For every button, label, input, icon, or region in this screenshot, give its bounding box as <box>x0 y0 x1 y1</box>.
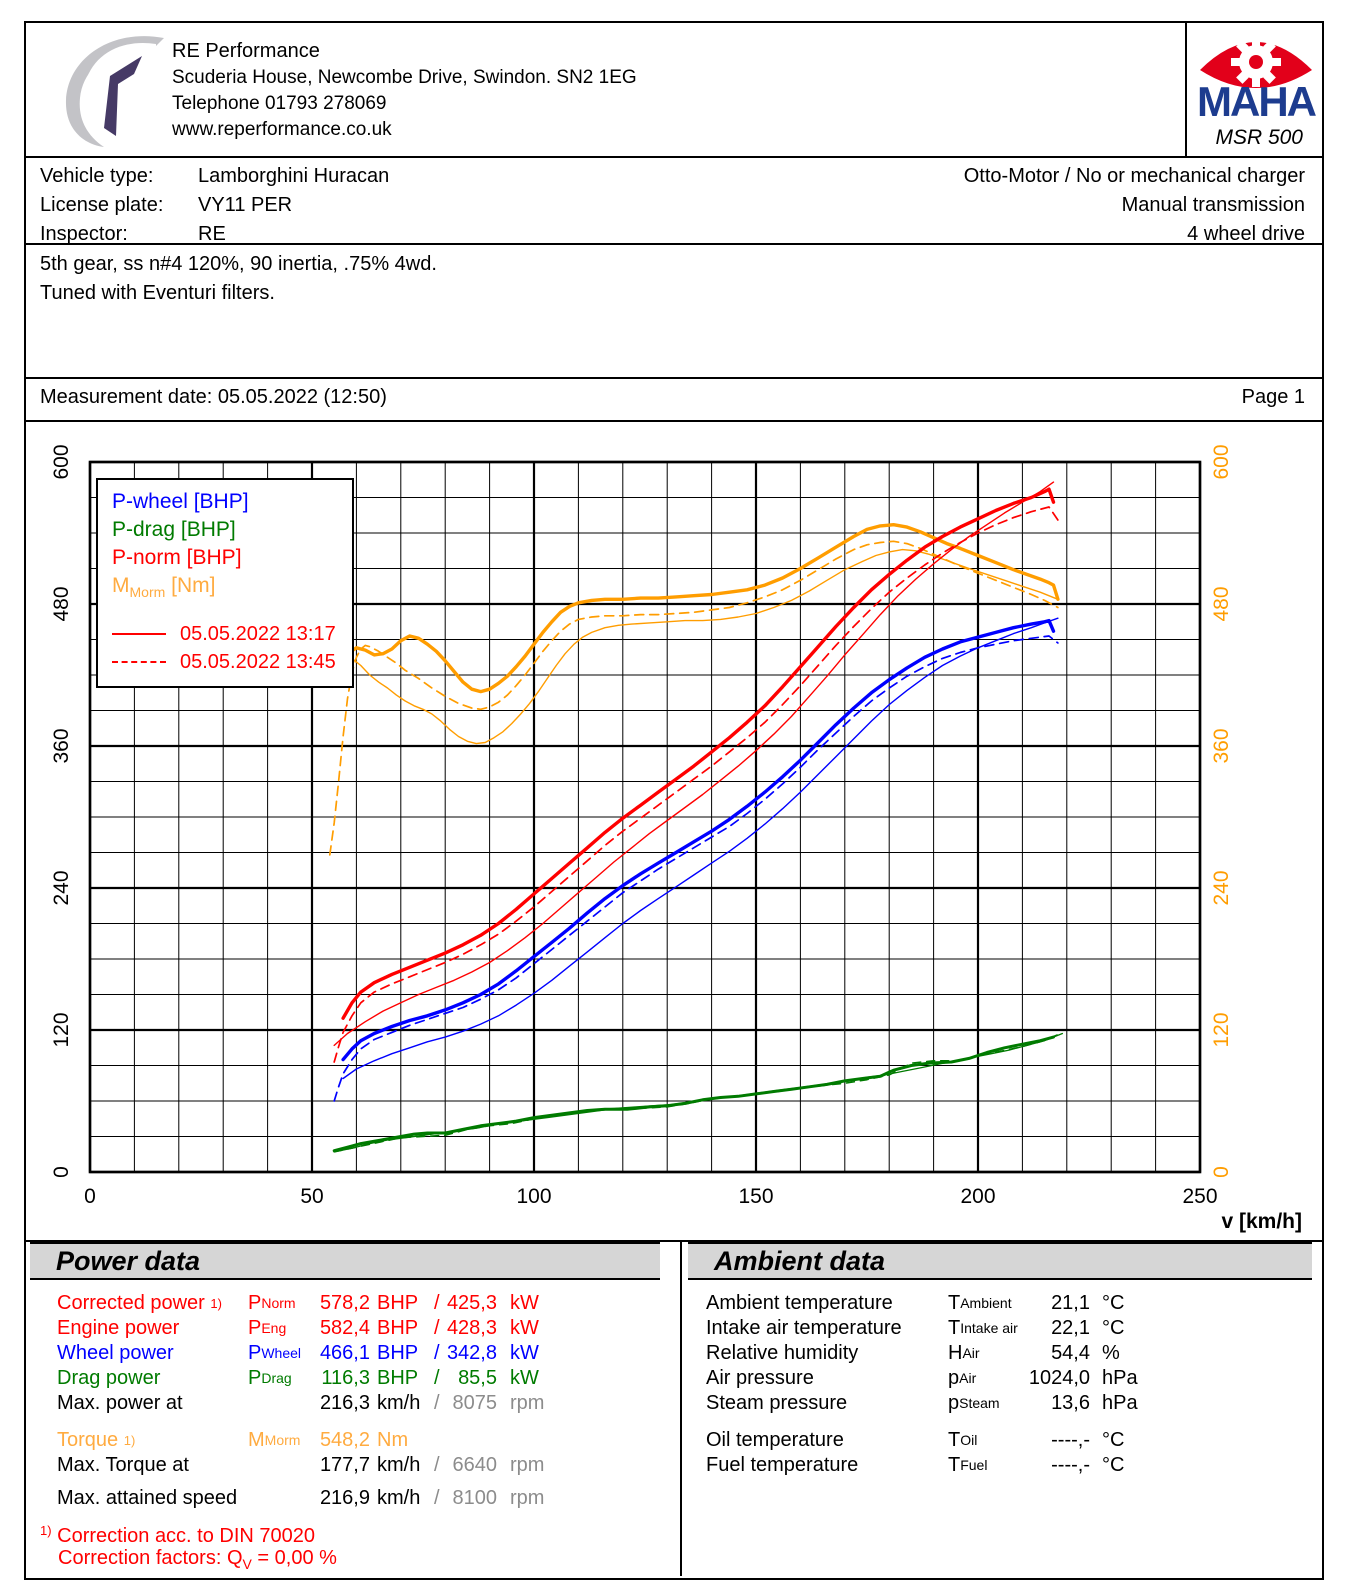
power-row-value2: 8075 <box>452 1392 497 1414</box>
power-row-unit1: km/h <box>377 1487 421 1509</box>
company-name: RE Performance <box>172 40 320 62</box>
y-axis-label-right: 360 <box>1210 728 1233 764</box>
ambient-row-relative-humidity <box>680 1341 1320 1366</box>
ambient-row-symbol: p Steam <box>948 1392 1000 1414</box>
footnote-qv-pre: Correction factors: Q <box>58 1547 243 1569</box>
legend-run-label: 05.05.2022 13:17 <box>180 623 336 645</box>
power-row-label: Torque 1) <box>57 1429 136 1451</box>
y-axis-label-right: 0 <box>1210 1166 1233 1178</box>
power-row-unit1: BHP <box>377 1342 419 1364</box>
power-row-engine-power <box>40 1316 680 1341</box>
ambient-data-title: Ambient data <box>714 1246 886 1276</box>
ambient-row-value: 22,1 <box>1051 1317 1090 1339</box>
x-axis-label: 50 <box>300 1185 324 1208</box>
ambient-row-value: 1024,0 <box>1028 1367 1090 1389</box>
power-row-unit1: BHP <box>377 1292 419 1314</box>
maha-wordmark: MAHA <box>1197 78 1315 124</box>
engine-type: Otto-Motor / No or mechanical charger <box>963 165 1305 187</box>
ambient-row-value: 54,4 <box>1051 1342 1090 1364</box>
license-plate-label: License plate: <box>40 194 164 216</box>
legend-entry-2: P-norm [BHP] <box>112 546 242 569</box>
power-row-label: Drag power <box>57 1367 161 1389</box>
power-row-label: Max. power at <box>57 1392 183 1414</box>
measurement-date: Measurement date: 05.05.2022 (12:50) <box>40 386 387 408</box>
power-row-symbol: P Wheel <box>248 1342 302 1364</box>
power-row-label: Max. Torque at <box>57 1454 189 1476</box>
license-plate-value: VY11 PER <box>198 194 293 216</box>
power-row-value1: 578,2 <box>319 1292 370 1314</box>
series-m-morm-13-45-dashed <box>330 541 1058 855</box>
transmission-type: Manual transmission <box>1121 194 1305 216</box>
ambient-row-oil-temperature <box>680 1428 1320 1453</box>
power-row-label: Corrected power 1) <box>57 1292 222 1314</box>
ambient-row-label: Steam pressure <box>706 1392 848 1414</box>
ambient-row-label: Fuel temperature <box>706 1454 859 1476</box>
chart-legend <box>96 478 354 688</box>
power-row-value1: 548,2 <box>319 1429 370 1451</box>
power-row-max-power-at <box>40 1391 680 1416</box>
company-telephone: Telephone 01793 278069 <box>172 93 387 114</box>
x-axis-label: 100 <box>516 1185 552 1208</box>
company-website: www.reperformance.co.uk <box>172 119 392 140</box>
power-row-slash: / <box>434 1487 440 1509</box>
power-row-wheel-power <box>40 1341 680 1366</box>
y-axis-label-left: 360 <box>50 728 73 764</box>
ambient-row-unit: °C <box>1102 1292 1125 1314</box>
y-axis-label-left: 120 <box>50 1012 73 1048</box>
series-p-norm-13-17-thin <box>334 482 1053 1045</box>
power-row-value2: 428,3 <box>446 1317 497 1339</box>
series-p-wheel-13-17-main <box>343 621 1053 1060</box>
ambient-row-symbol: T Ambient <box>948 1292 1012 1314</box>
power-row-symbol: P Norm <box>248 1292 296 1314</box>
page-number: Page 1 <box>1241 386 1305 408</box>
power-row-label: Engine power <box>57 1317 180 1339</box>
power-row-symbol: M Morm <box>248 1429 301 1451</box>
ambient-row-fuel-temperature <box>680 1453 1320 1478</box>
power-row-value1: 116,3 <box>321 1367 370 1389</box>
company-address: Scuderia House, Newcombe Drive, Swindon. SN2 1EG <box>172 67 637 88</box>
footnote-sup: 1) <box>40 1523 52 1538</box>
power-row-unit2: kW <box>510 1317 539 1339</box>
legend-run-label: 05.05.2022 13:45 <box>180 651 336 673</box>
power-row-corrected-power <box>40 1291 680 1316</box>
legend-entry-3: $M_{Morm}$ [Nm] <box>112 574 216 600</box>
power-row-value1: 582,4 <box>319 1317 370 1339</box>
ambient-row-value: 21,1 <box>1051 1292 1090 1314</box>
x-axis-label: 250 <box>1182 1185 1218 1208</box>
footnote-qv-sub: V <box>242 1556 252 1572</box>
inspector-label: Inspector: <box>40 223 128 245</box>
power-row-slash: / <box>434 1367 440 1389</box>
ambient-row-label: Ambient temperature <box>706 1292 893 1314</box>
series-p-wheel-13-45-dashed <box>334 636 1058 1101</box>
ambient-row-symbol: T Oil <box>948 1429 978 1451</box>
note-line-1: 5th gear, ss n#4 120%, 90 inertia, .75% 4wd. <box>40 253 437 275</box>
power-row-slash: / <box>434 1292 440 1314</box>
power-row-max-attained-speed <box>40 1486 680 1511</box>
power-row-label: Wheel power <box>57 1342 174 1364</box>
y-axis-label-right: 120 <box>1210 1012 1233 1048</box>
legend-entry-0: P-wheel [BHP] <box>112 490 249 513</box>
inspector-value: RE <box>198 223 226 245</box>
power-row-value1: 177,7 <box>319 1454 370 1476</box>
ambient-row-label: Intake air temperature <box>706 1317 902 1339</box>
x-axis-label: 200 <box>960 1185 996 1208</box>
ambient-row-unit: % <box>1102 1342 1120 1364</box>
ambient-row-unit: hPa <box>1102 1367 1138 1389</box>
power-row-unit2: kW <box>510 1292 539 1314</box>
note-line-2: Tuned with Eventuri filters. <box>40 282 275 304</box>
power-row-unit1: km/h <box>377 1392 421 1414</box>
ambient-row-air-pressure <box>680 1366 1320 1391</box>
solid-line-sample <box>112 633 166 635</box>
y-axis-label-right: 240 <box>1210 870 1233 906</box>
ambient-row-label: Relative humidity <box>706 1342 859 1364</box>
power-row-max-torque-at <box>40 1453 680 1478</box>
ambient-row-value: 13,6 <box>1051 1392 1090 1414</box>
ambient-row-unit: hPa <box>1102 1392 1138 1414</box>
power-row-slash: / <box>434 1342 440 1364</box>
power-row-torque <box>40 1428 680 1453</box>
x-axis-label: 0 <box>84 1185 96 1208</box>
ambient-row-value: ----,- <box>1051 1429 1090 1451</box>
power-row-symbol: P Eng <box>248 1317 287 1339</box>
power-row-value2: 8100 <box>452 1487 497 1509</box>
power-row-unit2: kW <box>510 1367 539 1389</box>
power-row-unit1: km/h <box>377 1454 421 1476</box>
vehicle-type-label: Vehicle type: <box>40 165 154 187</box>
footnote-qv-post: = 0,00 % <box>251 1547 337 1569</box>
ambient-row-symbol: p Air <box>948 1367 977 1389</box>
vehicle-type-value: Lamborghini Huracan <box>198 165 390 187</box>
ambient-row-symbol: H Air <box>948 1342 980 1364</box>
power-row-unit1: BHP <box>377 1317 419 1339</box>
ambient-row-unit: °C <box>1102 1429 1125 1451</box>
power-row-value1: 216,9 <box>319 1487 370 1509</box>
power-row-label: Max. attained speed <box>57 1487 238 1509</box>
power-row-slash: / <box>434 1392 440 1414</box>
device-model: MSR 500 <box>1215 126 1303 149</box>
legend-entry-1: P-drag [BHP] <box>112 518 236 541</box>
ambient-row-unit: °C <box>1102 1454 1125 1476</box>
footnote-din <box>40 1523 315 1548</box>
ambient-row-value: ----,- <box>1051 1454 1090 1476</box>
ambient-row-steam-pressure <box>680 1391 1320 1416</box>
y-axis-label-left: 480 <box>50 586 73 622</box>
dashed-line-sample <box>112 661 166 663</box>
x-axis-label: 150 <box>738 1185 774 1208</box>
y-axis-label-left: 0 <box>50 1166 73 1178</box>
ambient-row-intake-air-temperature <box>680 1316 1320 1341</box>
power-row-unit2: rpm <box>510 1487 545 1509</box>
legend-run-0 <box>112 620 352 648</box>
y-axis-label-left: 240 <box>50 870 73 906</box>
x-axis-title: v [km/h] <box>1221 1210 1302 1233</box>
power-row-slash: / <box>434 1454 440 1476</box>
footnote-din-text: Correction acc. to DIN 70020 <box>57 1525 316 1547</box>
power-row-value2: 342,8 <box>446 1342 497 1364</box>
power-row-value2: 6640 <box>452 1454 497 1476</box>
power-row-unit1: Nm <box>377 1429 409 1451</box>
ambient-data-header <box>688 1242 1312 1280</box>
power-row-unit2: rpm <box>510 1392 545 1414</box>
y-axis-label-right: 480 <box>1210 586 1233 622</box>
ambient-row-label: Oil temperature <box>706 1429 844 1451</box>
ambient-row-label: Air pressure <box>706 1367 814 1389</box>
series-p-norm-13-45-dashed <box>334 507 1058 1062</box>
power-row-unit1: BHP <box>377 1367 419 1389</box>
y-axis-label-left: 600 <box>50 444 73 480</box>
power-data-header <box>30 1242 660 1280</box>
power-row-value2: 425,3 <box>446 1292 497 1314</box>
series-p-drag-13-17-main <box>334 1037 1053 1151</box>
power-row-value2: 85,5 <box>458 1367 497 1389</box>
power-row-unit2: kW <box>510 1342 539 1364</box>
ambient-row-symbol: T Intake air <box>948 1317 1018 1339</box>
legend-run-1 <box>112 648 352 676</box>
power-row-value1: 466,1 <box>319 1342 370 1364</box>
power-row-slash: / <box>434 1317 440 1339</box>
power-data-title: Power data <box>56 1246 201 1276</box>
ambient-row-unit: °C <box>1102 1317 1125 1339</box>
drive-type: 4 wheel drive <box>1187 223 1305 245</box>
power-row-unit2: rpm <box>510 1454 545 1476</box>
power-row-symbol: P Drag <box>248 1367 292 1389</box>
power-row-value1: 216,3 <box>319 1392 370 1414</box>
ambient-row-symbol: T Fuel <box>948 1454 988 1476</box>
ambient-row-ambient-temperature <box>680 1291 1320 1316</box>
y-axis-label-right: 600 <box>1210 444 1233 480</box>
footnote-correction-factors <box>58 1547 337 1572</box>
power-row-drag-power <box>40 1366 680 1391</box>
